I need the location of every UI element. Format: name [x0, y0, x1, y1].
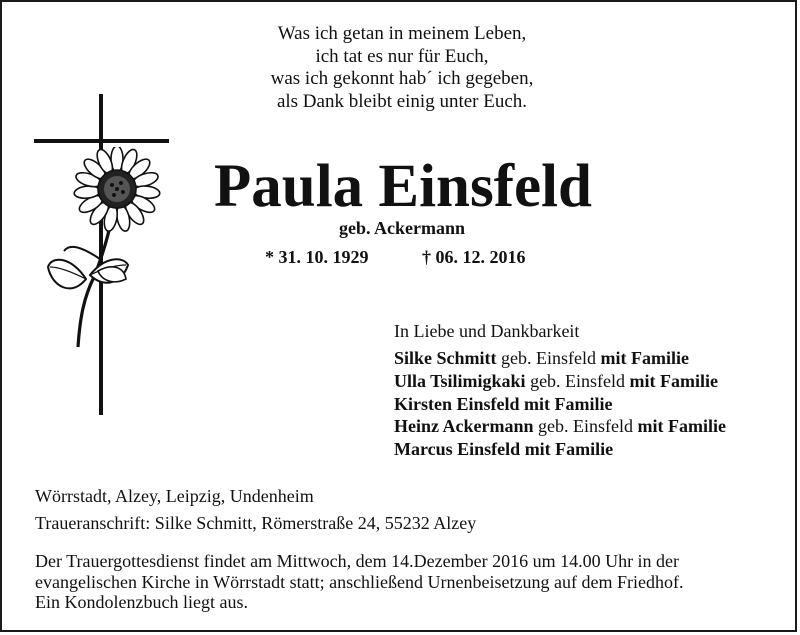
deceased-name: Paula Einsfeld [214, 153, 592, 220]
mourner-name: Silke Schmitt [394, 348, 497, 368]
service-line: Der Trauergottesdienst findet am Mittwoch, dem 14.Dezember 2016 um 14.00 Uhr in der [35, 551, 680, 571]
poem-line: was ich gekonnt hab´ ich gegeben, [270, 68, 534, 89]
poem-line: als Dank bleibt einig unter Euch. [276, 90, 528, 112]
mourner-nee: geb. Einsfeld [496, 348, 601, 368]
mourner-name: Heinz Ackermann [394, 416, 534, 437]
birth-date: * 31. 10. 1929 [265, 247, 369, 267]
mourner-line [394, 415, 726, 438]
mourner-family: mit Familie [629, 370, 719, 391]
mourners-intro: In Liebe und Dankbarkeit [394, 321, 580, 341]
cross-horizontal-bar [34, 139, 169, 143]
poem-line: Was ich getan in meinem Leben, [277, 23, 527, 44]
maiden-name: geb. Ackermann [339, 218, 465, 238]
poem-line: ich tat es nur für Euch, [315, 45, 489, 67]
mourner-line [394, 438, 726, 461]
mourner-name: Kirsten Einsfeld [394, 393, 520, 414]
mourner-family: mit Familie [637, 416, 726, 437]
mourner-line [394, 393, 726, 416]
mourners-list [394, 347, 726, 461]
mourner-nee: geb. Einsfeld [533, 416, 638, 437]
mourner-name: Ulla Tsilimigkaki [394, 370, 526, 391]
mourner-family: mit Familie [524, 439, 614, 460]
service-line: Ein Kondolenzbuch liegt aus. [35, 592, 248, 612]
mourner-family: mit Familie [524, 393, 613, 414]
mourner-family: mit Familie [600, 348, 689, 368]
service-info [35, 551, 775, 613]
mourner-nee: geb. Einsfeld [525, 370, 630, 391]
mourner-name: Marcus Einsfeld [394, 439, 521, 460]
mourner-line [394, 347, 726, 370]
service-line: evangelischen Kirche in Wörrstadt statt; anschließend Urnenbeisetzung auf dem Friedhof. [35, 571, 684, 592]
places-line: Wörrstadt, Alzey, Leipzig, Undenheim [35, 486, 314, 506]
poem [227, 23, 577, 113]
death-date: † 06. 12. 2016 [422, 247, 526, 267]
mourner-line [394, 370, 726, 393]
condolence-address: Traueranschrift: Silke Schmitt, Römerstraße 24, 55232 Alzey [35, 513, 477, 533]
sunflower-icon [42, 147, 172, 362]
